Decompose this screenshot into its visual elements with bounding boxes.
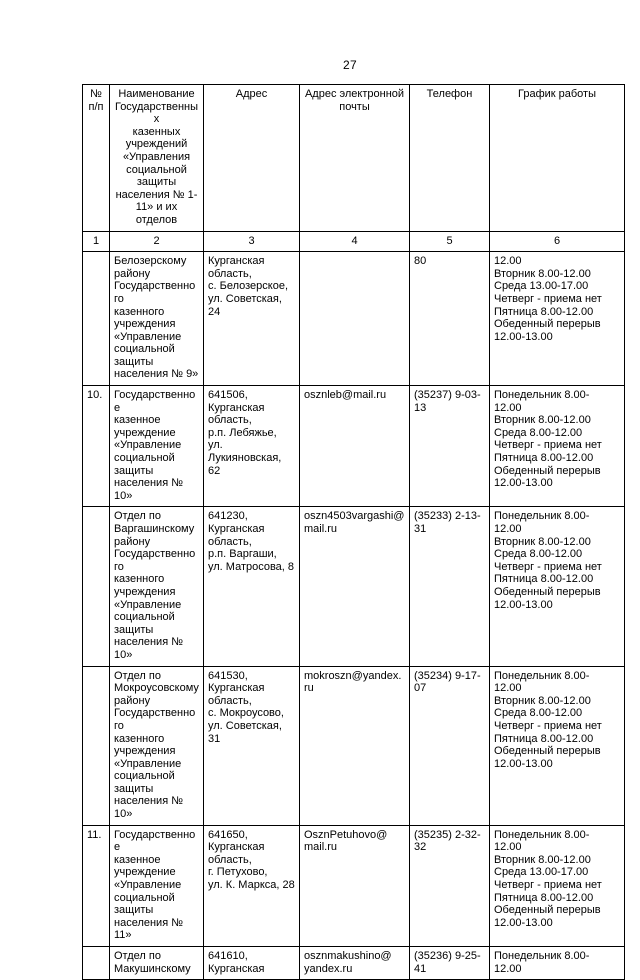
phone-cell: 80 <box>410 252 490 386</box>
phone-cell: (35233) 2-13- 31 <box>410 507 490 666</box>
row-number <box>83 947 110 980</box>
phone-cell: (35234) 9-17- 07 <box>410 666 490 825</box>
table-row <box>83 825 625 946</box>
email-cell: oszn4503vargashi@ mail.ru <box>300 507 410 666</box>
row-number: 10. <box>83 386 110 507</box>
address-cell: 641230, Курганская область, р.п. Варгаши, ул. Матросова, 8 <box>204 507 300 666</box>
email-cell: osznleb@mail.ru <box>300 386 410 507</box>
phone-cell: (35237) 9-03- 13 <box>410 386 490 507</box>
email-cell <box>300 252 410 386</box>
header-address: Адрес <box>204 85 300 232</box>
column-index: 3 <box>204 231 300 252</box>
header-phone: Телефон <box>410 85 490 232</box>
schedule-cell: Понедельник 8.00- 12.00 Вторник 8.00-12.00 Среда 8.00-12.00 Четверг - приема нет Пятница 8.00-12.00 Обеденный перерыв 12.00-13.00 <box>490 386 625 507</box>
schedule-cell: Понедельник 8.00- 12.00 Вторник 8.00-12.00 Среда 8.00-12.00 Четверг - приема нет Пятница 8.00-12.00 Обеденный перерыв 12.00-13.00 <box>490 507 625 666</box>
row-number: 11. <box>83 825 110 946</box>
schedule-cell: Понедельник 8.00- 12.00 <box>490 947 625 980</box>
address-cell: 641506, Курганская область, р.п. Лебяжье, ул. Лукияновская, 62 <box>204 386 300 507</box>
header-email: Адрес электронной почты <box>300 85 410 232</box>
email-cell: osznmakushino@ yandex.ru <box>300 947 410 980</box>
institution-name: Белозерскому району Государственного казенного учреждения «Управление социальной защиты населения № 9» <box>110 252 204 386</box>
institution-name: Отдел по Варгашинскому району Государственного казенного учреждения «Управление социальной защиты населения № 10» <box>110 507 204 666</box>
institution-name: Государственное казенное учреждение «Управление социальной защиты населения № 10» <box>110 386 204 507</box>
row-number <box>83 507 110 666</box>
table-header-row <box>83 85 625 232</box>
header-num: № п/п <box>83 85 110 232</box>
table-row <box>83 947 625 980</box>
schedule-cell: Понедельник 8.00- 12.00 Вторник 8.00-12.00 Среда 8.00-12.00 Четверг - приема нет Пятница 8.00-12.00 Обеденный перерыв 12.00-13.00 <box>490 666 625 825</box>
table-row <box>83 252 625 386</box>
institution-name: Отдел по Макушинскому <box>110 947 204 980</box>
institution-name: Отдел по Мокроусовскому району Государственного казенного учреждения «Управление социальной защиты населения № 10» <box>110 666 204 825</box>
phone-cell: (35235) 2-32- 32 <box>410 825 490 946</box>
row-number <box>83 666 110 825</box>
address-cell: 641610, Курганская <box>204 947 300 980</box>
table-row <box>83 386 625 507</box>
column-index: 2 <box>110 231 204 252</box>
row-number <box>83 252 110 386</box>
address-cell: 641530, Курганская область, с. Мокроусово, ул. Советская, 31 <box>204 666 300 825</box>
column-index: 1 <box>83 231 110 252</box>
column-index-row <box>83 231 625 252</box>
header-name: Наименование Государственных казенных учреждений «Управления социальной защиты населения № 1- 11» и их отделов <box>110 85 204 232</box>
email-cell: mokroszn@yandex. ru <box>300 666 410 825</box>
header-schedule: График работы <box>490 85 625 232</box>
column-index: 5 <box>410 231 490 252</box>
phone-cell: (35236) 9-25- 41 <box>410 947 490 980</box>
column-index: 4 <box>300 231 410 252</box>
table-row <box>83 666 625 825</box>
page-number: 27 <box>343 58 357 72</box>
address-cell: 641650, Курганская область, г. Петухово, ул. К. Маркса, 28 <box>204 825 300 946</box>
address-cell: Курганская область, с. Белозерское, ул. Советская, 24 <box>204 252 300 386</box>
table-row <box>83 507 625 666</box>
schedule-cell: Понедельник 8.00- 12.00 Вторник 8.00-12.00 Среда 13.00-17.00 Четверг - приема нет Пятница 8.00-12.00 Обеденный перерыв 12.00-13.00 <box>490 825 625 946</box>
institutions-table <box>82 84 625 980</box>
institution-name: Государственное казенное учреждение «Управление социальной защиты населения № 11» <box>110 825 204 946</box>
column-index: 6 <box>490 231 625 252</box>
schedule-cell: 12.00 Вторник 8.00-12.00 Среда 13.00-17.00 Четверг - приема нет Пятница 8.00-12.00 Обеденный перерыв 12.00-13.00 <box>490 252 625 386</box>
email-cell: OsznPetuhovo@ mail.ru <box>300 825 410 946</box>
